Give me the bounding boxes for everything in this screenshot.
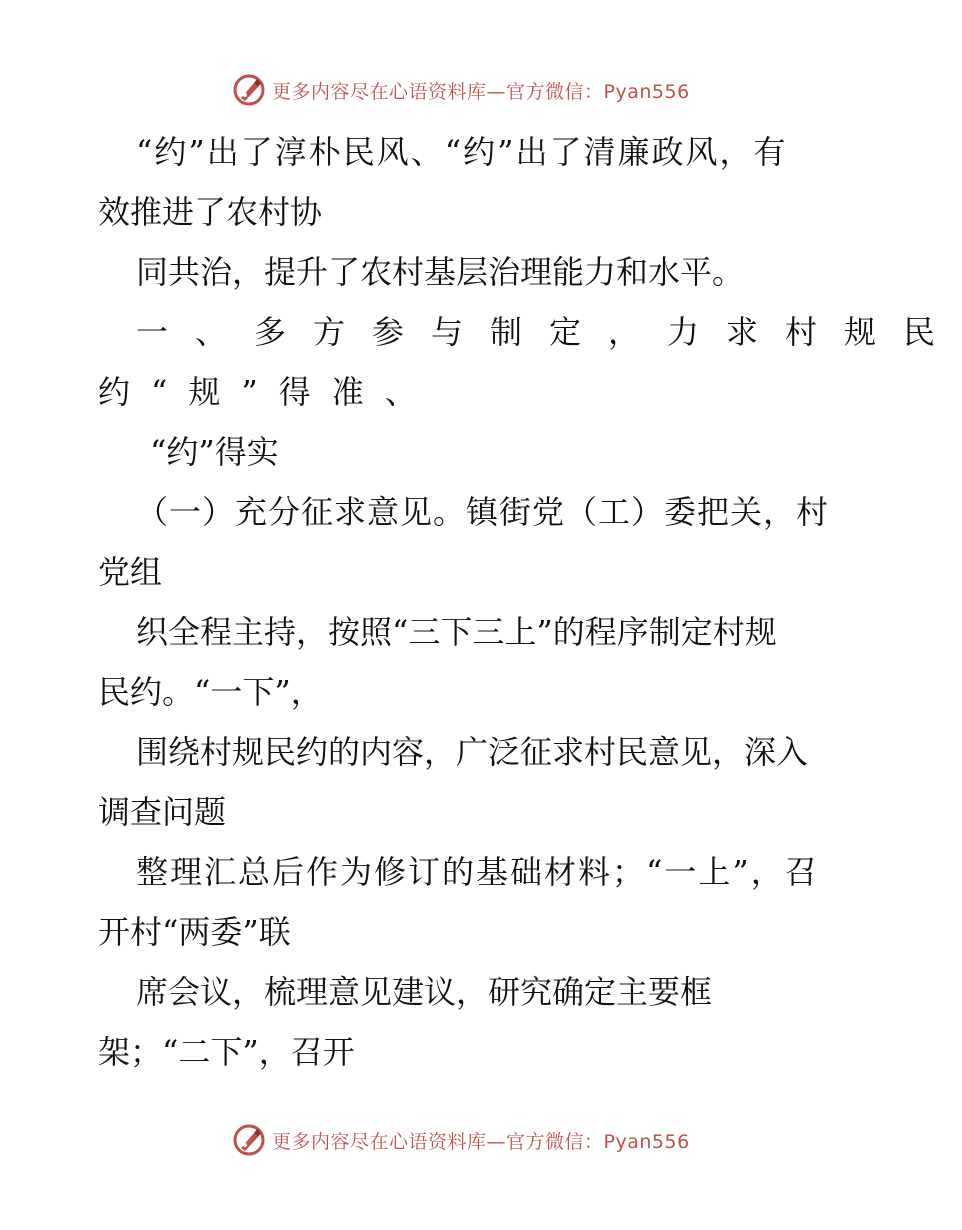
- document-body: [98, 122, 962, 1082]
- pen-logo-icon: [232, 73, 266, 107]
- body-line: 党组: [98, 553, 163, 591]
- body-line: 调查问题: [98, 793, 227, 831]
- body-line: “约”出了淳朴民风、“约”出了清廉政风，有: [136, 133, 788, 171]
- header-banner: [232, 72, 690, 108]
- footer-banner: [232, 1122, 690, 1158]
- body-line: 同共治，提升了农村基层治理能力和水平。: [136, 253, 745, 291]
- body-line: 民约。“一下”，: [98, 673, 323, 711]
- body-line: 围绕村规民约的内容，广泛征求村民意见，深入: [136, 733, 809, 771]
- section-heading-line: “约”得实: [150, 433, 279, 471]
- body-line: 效推进了农村协: [98, 193, 323, 231]
- pen-logo-icon: [232, 1123, 266, 1157]
- body-line: 架；“二下”，召开: [98, 1033, 355, 1071]
- body-line: 织全程主持，按照“三下三上”的程序制定村规: [136, 613, 777, 651]
- body-line: （一）充分征求意见。镇街党（工）委把关，村: [136, 493, 830, 531]
- section-heading-line: 约“规”得准、: [98, 373, 438, 411]
- footer-banner-text: 更多内容尽在心语资料库—官方微信：Pyan556: [272, 1130, 690, 1153]
- body-line: 整理汇总后作为修订的基础材料；“一上”，召: [136, 853, 819, 891]
- body-line: 席会议，梳理意见建议，研究确定主要框: [136, 973, 713, 1011]
- body-line: 开村“两委”联: [98, 913, 291, 951]
- section-heading-line: 一、多方参与制定，力求村规民: [136, 313, 962, 351]
- header-banner-text: 更多内容尽在心语资料库—官方微信：Pyan556: [272, 80, 690, 103]
